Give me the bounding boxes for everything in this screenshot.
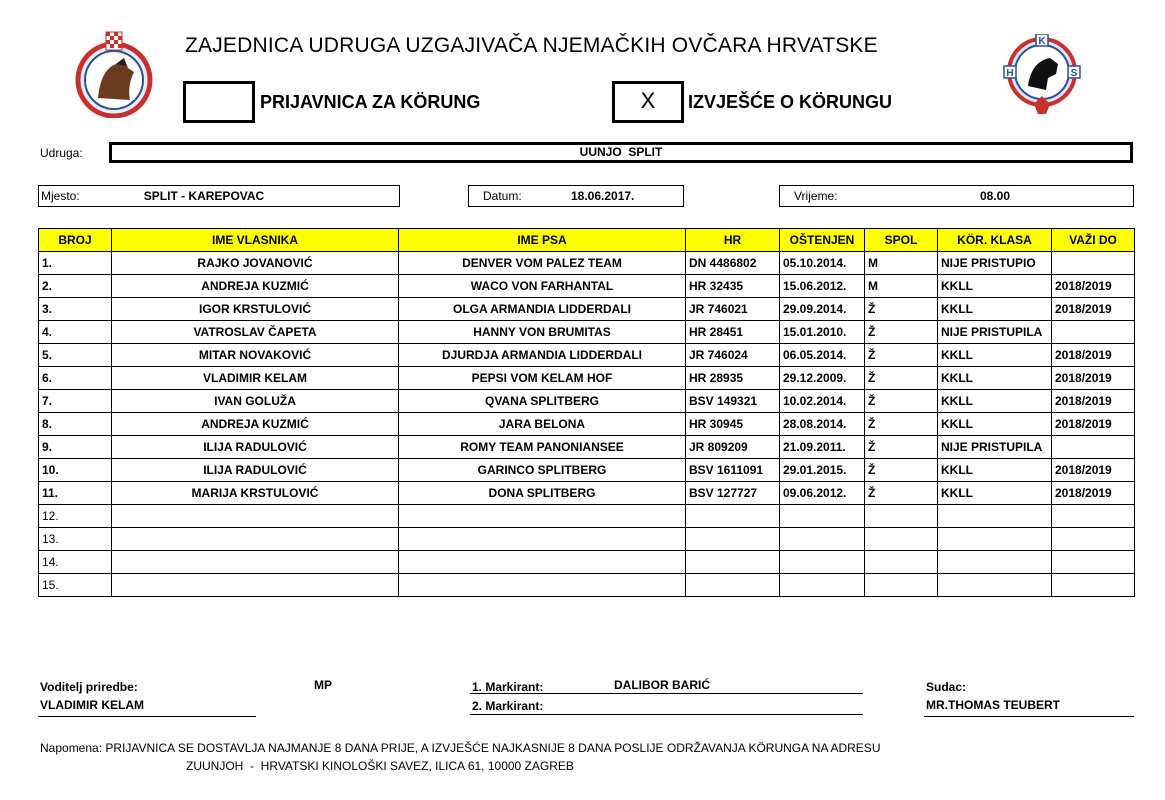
cell-broj: 14. [39, 551, 112, 574]
table-row [39, 390, 1135, 413]
cell-kor-klasa [938, 574, 1052, 597]
table-row [39, 505, 1135, 528]
cell-ostenjen: 15.06.2012. [780, 275, 865, 298]
right-hks-logo [1000, 34, 1084, 116]
cell-spol: Ž [865, 482, 938, 505]
cell-vazi-do [1052, 574, 1135, 597]
document-title: ZAJEDNICA UDRUGA UZGAJIVAČA NJEMAČKIH OVČARA HRVATSKE [185, 34, 878, 57]
table-row [39, 482, 1135, 505]
cell-hr: JR 809209 [686, 436, 780, 459]
col-header-kor-klasa: KÖR. KLASA [938, 229, 1052, 252]
cell-ime-psa: DONA SPLITBERG [399, 482, 686, 505]
izvjesce-mark: X [640, 88, 656, 113]
cell-ime-psa [399, 505, 686, 528]
cell-spol: Ž [865, 367, 938, 390]
logo-letter-k: K [1038, 36, 1046, 47]
cell-ostenjen: 28.08.2014. [780, 413, 865, 436]
cell-spol: Ž [865, 459, 938, 482]
cell-spol [865, 574, 938, 597]
cell-spol [865, 528, 938, 551]
cell-ime-vlasnika: ILIJA RADULOVIĆ [112, 436, 399, 459]
cell-kor-klasa: KKLL [938, 482, 1052, 505]
cell-vazi-do: 2018/2019 [1052, 275, 1135, 298]
cell-spol: Ž [865, 390, 938, 413]
cell-vazi-do: 2018/2019 [1052, 344, 1135, 367]
cell-broj: 2. [39, 275, 112, 298]
cell-ime-vlasnika: ANDREJA KUZMIĆ [112, 413, 399, 436]
prijavnica-label: PRIJAVNICA ZA KÖRUNG [260, 92, 481, 112]
voditelj-value: VLADIMIR KELAM [40, 698, 144, 712]
cell-ime-psa [399, 574, 686, 597]
cell-kor-klasa: KKLL [938, 344, 1052, 367]
cell-ostenjen: 29.12.2009. [780, 367, 865, 390]
cell-ime-vlasnika [112, 551, 399, 574]
cell-vazi-do: 2018/2019 [1052, 413, 1135, 436]
cell-hr: HR 30945 [686, 413, 780, 436]
cell-spol: Ž [865, 321, 938, 344]
table-row [39, 321, 1135, 344]
cell-ime-psa [399, 528, 686, 551]
cell-ime-vlasnika: MITAR NOVAKOVIĆ [112, 344, 399, 367]
cell-spol: Ž [865, 436, 938, 459]
cell-vazi-do [1052, 551, 1135, 574]
cell-hr: JR 746024 [686, 344, 780, 367]
logo-letter-h: H [1006, 68, 1014, 79]
cell-ostenjen: 06.05.2014. [780, 344, 865, 367]
udruga-label: Udruga: [40, 146, 83, 160]
table-row [39, 367, 1135, 390]
korung-table [38, 228, 1135, 597]
cell-broj: 7. [39, 390, 112, 413]
note-line-1: Napomena: PRIJAVNICA SE DOSTAVLJA NAJMANJE 8 DANA PRIJE, A IZVJEŠĆE NAJKASNIJE 8 DANA POSLIJE ODRŽAVANJA KÖRUNGA NA ADRESU [40, 741, 881, 755]
cell-ime-psa: ROMY TEAM PANONIANSEE [399, 436, 686, 459]
cell-vazi-do [1052, 436, 1135, 459]
cell-ime-vlasnika: RAJKO JOVANOVIĆ [112, 252, 399, 275]
udruga-field[interactable] [109, 142, 1133, 163]
cell-ime-psa: PEPSI VOM KELAM HOF [399, 367, 686, 390]
cell-broj: 15. [39, 574, 112, 597]
cell-ostenjen [780, 551, 865, 574]
cell-ime-vlasnika: VATROSLAV ČAPETA [112, 321, 399, 344]
table-row [39, 252, 1135, 275]
table-row [39, 344, 1135, 367]
cell-vazi-do: 2018/2019 [1052, 390, 1135, 413]
cell-ime-vlasnika [112, 505, 399, 528]
cell-ime-psa: QVANA SPLITBERG [399, 390, 686, 413]
table-row [39, 574, 1135, 597]
cell-kor-klasa: NIJE PRISTUPIO [938, 252, 1052, 275]
voditelj-label: Voditelj priredbe: [40, 680, 138, 694]
vrijeme-value: 08.00 [980, 189, 1011, 203]
markirant2-line [470, 714, 863, 715]
udruga-value: UUNJO SPLIT [579, 145, 663, 159]
cell-ostenjen [780, 528, 865, 551]
col-header-vazi-do: VAŽI DO [1052, 229, 1135, 252]
cell-hr: DN 4486802 [686, 252, 780, 275]
table-row [39, 413, 1135, 436]
cell-kor-klasa: KKLL [938, 275, 1052, 298]
cell-kor-klasa [938, 551, 1052, 574]
col-header-broj: BROJ [39, 229, 112, 252]
cell-spol: Ž [865, 298, 938, 321]
cell-spol: Ž [865, 413, 938, 436]
datum-label: Datum: [483, 189, 522, 203]
table-row [39, 528, 1135, 551]
cell-ime-vlasnika [112, 528, 399, 551]
cell-broj: 4. [39, 321, 112, 344]
vrijeme-label: Vrijeme: [794, 189, 838, 203]
col-header-ostenjen: OŠTENJEN [780, 229, 865, 252]
note-line-2: ZUUNJOH - HRVATSKI KINOLOŠKI SAVEZ, ILICA 61, 10000 ZAGREB [186, 759, 574, 773]
cell-ime-psa: DENVER VOM PALEZ TEAM [399, 252, 686, 275]
table-row [39, 459, 1135, 482]
cell-ime-vlasnika: ILIJA RADULOVIĆ [112, 459, 399, 482]
cell-broj: 6. [39, 367, 112, 390]
cell-spol: M [865, 252, 938, 275]
cell-hr [686, 574, 780, 597]
cell-broj: 13. [39, 528, 112, 551]
cell-ime-psa [399, 551, 686, 574]
prijavnica-checkbox[interactable] [183, 81, 255, 123]
izvjesce-checkbox[interactable] [612, 81, 684, 123]
cell-ime-vlasnika: VLADIMIR KELAM [112, 367, 399, 390]
datum-value: 18.06.2017. [571, 189, 635, 203]
cell-vazi-do: 2018/2019 [1052, 459, 1135, 482]
cell-ostenjen: 21.09.2011. [780, 436, 865, 459]
cell-vazi-do [1052, 505, 1135, 528]
cell-hr: JR 746021 [686, 298, 780, 321]
sudac-label: Sudac: [926, 680, 967, 694]
cell-spol [865, 551, 938, 574]
cell-vazi-do: 2018/2019 [1052, 298, 1135, 321]
markirant1-line [470, 693, 863, 694]
cell-kor-klasa: NIJE PRISTUPILA [938, 321, 1052, 344]
cell-vazi-do [1052, 528, 1135, 551]
cell-hr: HR 28935 [686, 367, 780, 390]
cell-hr [686, 505, 780, 528]
cell-kor-klasa: KKLL [938, 298, 1052, 321]
cell-ostenjen: 29.09.2014. [780, 298, 865, 321]
table-header-row [39, 229, 1135, 252]
cell-hr [686, 551, 780, 574]
cell-kor-klasa: NIJE PRISTUPILA [938, 436, 1052, 459]
cell-ime-vlasnika: IVAN GOLUŽA [112, 390, 399, 413]
cell-broj: 8. [39, 413, 112, 436]
cell-kor-klasa [938, 505, 1052, 528]
cell-broj: 3. [39, 298, 112, 321]
cell-broj: 9. [39, 436, 112, 459]
voditelj-signature-line [38, 716, 256, 717]
cell-ime-psa: HANNY VON BRUMITAS [399, 321, 686, 344]
cell-kor-klasa [938, 528, 1052, 551]
cell-broj: 5. [39, 344, 112, 367]
izvjesce-label: IZVJEŠĆE O KÖRUNGU [688, 92, 893, 112]
table-row [39, 275, 1135, 298]
cell-spol [865, 505, 938, 528]
vrijeme-field[interactable] [779, 185, 1134, 207]
col-header-ime-vlasnika: IME VLASNIKA [112, 229, 399, 252]
logo-letter-s: S [1070, 68, 1078, 79]
mjesto-field[interactable] [38, 185, 400, 207]
cell-ostenjen: 05.10.2014. [780, 252, 865, 275]
cell-hr: BSV 149321 [686, 390, 780, 413]
cell-hr: HR 32435 [686, 275, 780, 298]
cell-ostenjen: 29.01.2015. [780, 459, 865, 482]
cell-hr: HR 28451 [686, 321, 780, 344]
cell-kor-klasa: KKLL [938, 367, 1052, 390]
cell-ostenjen: 09.06.2012. [780, 482, 865, 505]
cell-ime-vlasnika: ANDREJA KUZMIĆ [112, 275, 399, 298]
cell-ostenjen: 15.01.2010. [780, 321, 865, 344]
sudac-signature-line [924, 716, 1134, 717]
cell-broj: 1. [39, 252, 112, 275]
mp-label: MP [314, 678, 332, 692]
cell-ime-vlasnika [112, 574, 399, 597]
col-header-hr: HR [686, 229, 780, 252]
col-header-ime-psa: IME PSA [399, 229, 686, 252]
table-row [39, 436, 1135, 459]
table-row [39, 551, 1135, 574]
cell-spol: M [865, 275, 938, 298]
cell-kor-klasa: KKLL [938, 413, 1052, 436]
cell-ime-vlasnika: MARIJA KRSTULOVIĆ [112, 482, 399, 505]
cell-ime-psa: OLGA ARMANDIA LIDDERDALI [399, 298, 686, 321]
cell-ime-psa: GARINCO SPLITBERG [399, 459, 686, 482]
sudac-value: MR.THOMAS TEUBERT [926, 698, 1060, 712]
cell-vazi-do: 2018/2019 [1052, 367, 1135, 390]
cell-hr: BSV 1611091 [686, 459, 780, 482]
cell-spol: Ž [865, 344, 938, 367]
col-header-spol: SPOL [865, 229, 938, 252]
cell-kor-klasa: KKLL [938, 459, 1052, 482]
mjesto-value: SPLIT - KAREPOVAC [143, 189, 265, 203]
mjesto-label: Mjesto: [41, 189, 80, 203]
cell-ime-psa: DJURDJA ARMANDIA LIDDERDALI [399, 344, 686, 367]
table-row [39, 298, 1135, 321]
cell-vazi-do [1052, 252, 1135, 275]
cell-kor-klasa: KKLL [938, 390, 1052, 413]
markirant2-label: 2. Markirant: [472, 699, 544, 713]
cell-vazi-do: 2018/2019 [1052, 482, 1135, 505]
cell-broj: 12. [39, 505, 112, 528]
left-association-logo [72, 28, 156, 118]
cell-ime-vlasnika: IGOR KRSTULOVIĆ [112, 298, 399, 321]
cell-hr: BSV 127727 [686, 482, 780, 505]
datum-field[interactable] [468, 185, 684, 207]
markirant1-value: DALIBOR BARIĆ [614, 678, 710, 692]
cell-hr [686, 528, 780, 551]
markirant1-label: 1. Markirant: [472, 680, 544, 694]
cell-broj: 11. [39, 482, 112, 505]
cell-vazi-do [1052, 321, 1135, 344]
cell-ostenjen [780, 505, 865, 528]
cell-ime-psa: WACO VON FARHANTAL [399, 275, 686, 298]
cell-ostenjen: 10.02.2014. [780, 390, 865, 413]
cell-broj: 10. [39, 459, 112, 482]
cell-ime-psa: JARA BELONA [399, 413, 686, 436]
cell-ostenjen [780, 574, 865, 597]
